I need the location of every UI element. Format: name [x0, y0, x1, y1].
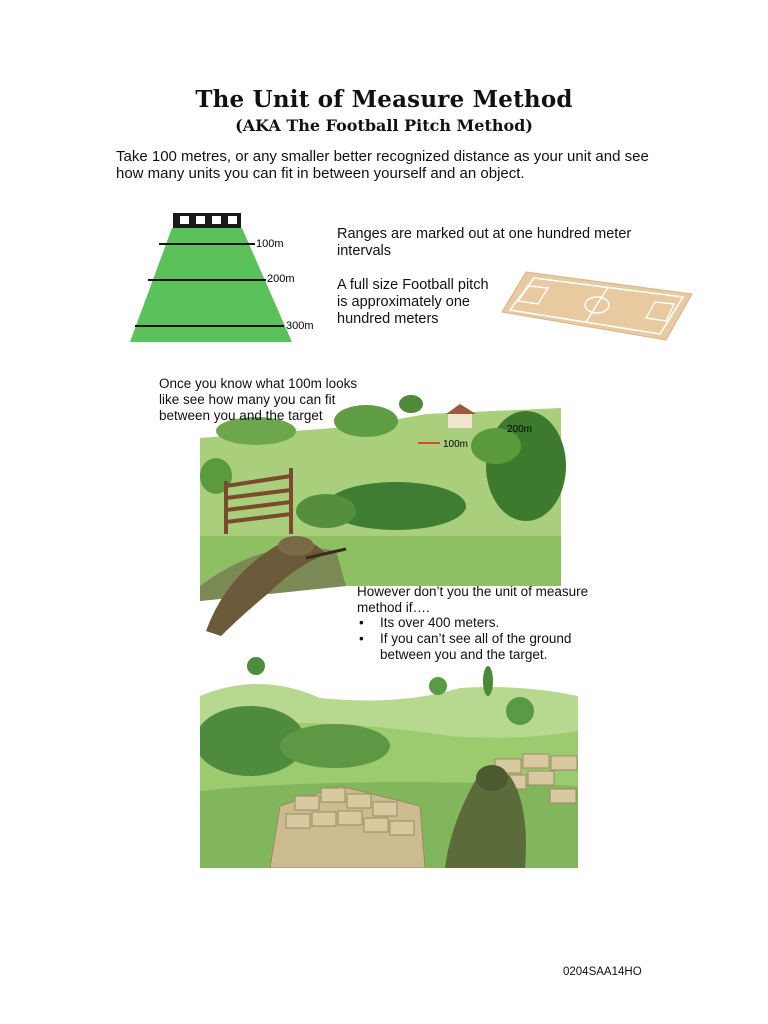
condition-item: • Its over 400 meters.	[357, 615, 597, 631]
range-label-200: 200m	[267, 273, 295, 285]
range-label-300: 300m	[286, 320, 314, 332]
page-title: The Unit of Measure Method	[195, 86, 573, 113]
range-marker-100m: 100m	[443, 439, 469, 450]
document-code: 0204SAA14HO	[563, 966, 642, 978]
warning-conditions	[357, 615, 597, 663]
battlement-bar	[173, 213, 241, 228]
ranges-note: Ranges are marked out at one hundred meter intervals	[337, 226, 632, 259]
range-diagram	[126, 210, 326, 350]
condition-item: • If you can’t see all of the ground between you and the target.	[357, 631, 597, 663]
landscape-illustration-bottom	[200, 656, 578, 868]
landscape-caption: Once you know what 100m looks like see how many you can fit between you and the target	[159, 376, 358, 423]
warning-intro: However don’t you the unit of measure method if….	[357, 584, 589, 615]
warning-conditions-list	[357, 615, 597, 663]
range-marker-200m: 200m	[507, 424, 533, 435]
intro-paragraph: Take 100 metres, or any smaller better recognized distance as your unit and see how many units you can fit in between yourself and an object.	[116, 148, 649, 182]
football-pitch-illustration	[500, 264, 694, 344]
pitch-note: A full size Football pitch is approximately one hundred meters	[337, 277, 489, 327]
page-subtitle: (AKA The Football Pitch Method)	[235, 116, 533, 135]
range-label-100: 100m	[256, 238, 284, 250]
